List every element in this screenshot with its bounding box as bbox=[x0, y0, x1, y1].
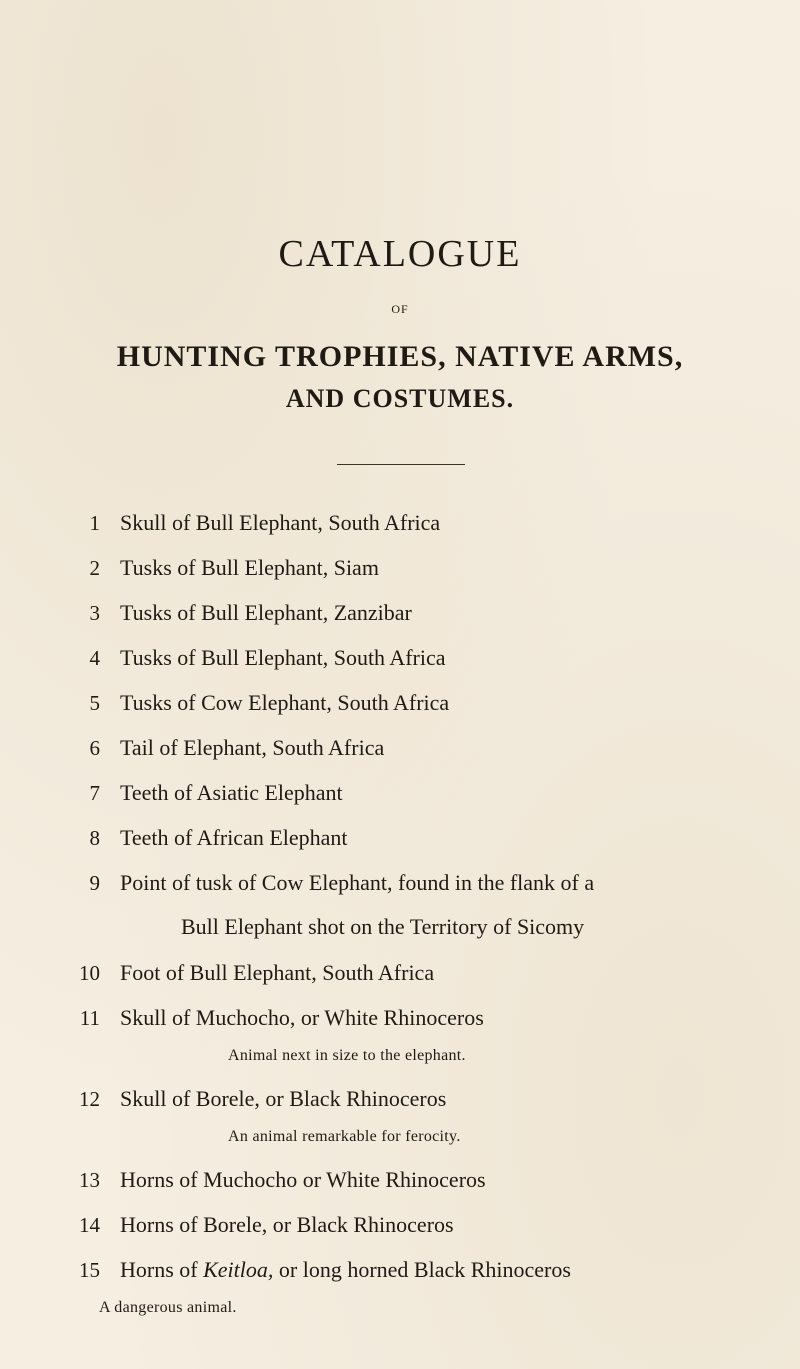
entry-text: Tail of Elephant, South Africa bbox=[120, 735, 385, 760]
entry-text: Skull of Bull Elephant, South Africa bbox=[120, 510, 441, 535]
entry-text: Tusks of Bull Elephant, South Africa bbox=[120, 645, 446, 670]
entry-text: Teeth of Asiatic Elephant bbox=[120, 780, 343, 805]
entry-number: 2 bbox=[89, 556, 100, 580]
entry-text: Point of tusk of Cow Elephant, found in the flank of a bbox=[120, 870, 595, 895]
entry-number: 15 bbox=[79, 1258, 100, 1282]
entry-text: Tusks of Bull Elephant, Zanzibar bbox=[120, 600, 412, 625]
entry-continuation: Bull Elephant shot on the Territory of Sicomy bbox=[181, 914, 585, 939]
entry-number: 14 bbox=[79, 1213, 100, 1237]
entry-number: 13 bbox=[79, 1168, 100, 1192]
entry-text: Horns of Muchocho or White Rhinoceros bbox=[120, 1167, 486, 1192]
entry-text: Teeth of African Elephant bbox=[120, 825, 348, 850]
entry-number: 1 bbox=[89, 511, 100, 535]
entry-note: A dangerous animal. bbox=[99, 1299, 237, 1316]
entry-number: 3 bbox=[89, 601, 100, 625]
catalogue-title: CATALOGUE bbox=[278, 233, 522, 275]
entry-text bbox=[120, 1257, 571, 1283]
entry-note: An animal remarkable for ferocity. bbox=[228, 1128, 461, 1145]
entry-text: Skull of Borele, or Black Rhinoceros bbox=[120, 1086, 447, 1111]
entry-number: 5 bbox=[89, 691, 100, 715]
entry-text: Tusks of Bull Elephant, Siam bbox=[120, 555, 379, 580]
entry-number: 11 bbox=[79, 1006, 100, 1030]
title-connector: OF bbox=[391, 302, 409, 316]
entry-number: 6 bbox=[89, 736, 100, 760]
entry-text-suffix: or long horned Black Rhinoceros bbox=[273, 1257, 571, 1282]
entry-text-italic: Keitloa, bbox=[203, 1257, 274, 1282]
entry-number: 8 bbox=[89, 826, 100, 850]
entry-number: 12 bbox=[79, 1087, 100, 1111]
divider-rule bbox=[337, 464, 465, 465]
subtitle-line-2: AND COSTUMES. bbox=[285, 384, 515, 413]
entry-text: Horns of Borele, or Black Rhinoceros bbox=[120, 1212, 454, 1237]
entry-text: Skull of Muchocho, or White Rhinoceros bbox=[120, 1005, 484, 1030]
entry-text: Foot of Bull Elephant, South Africa bbox=[120, 960, 435, 985]
entry-text-prefix: Horns of bbox=[120, 1257, 204, 1282]
entry-note: Animal next in size to the elephant. bbox=[228, 1047, 466, 1064]
entry-text: Tusks of Cow Elephant, South Africa bbox=[120, 690, 450, 715]
entry-number: 10 bbox=[79, 961, 100, 985]
entry-number: 7 bbox=[89, 781, 100, 805]
entry-number: 4 bbox=[89, 646, 100, 670]
entry-number: 9 bbox=[89, 871, 100, 895]
subtitle-line-1: HUNTING TROPHIES, NATIVE ARMS, bbox=[116, 340, 684, 373]
